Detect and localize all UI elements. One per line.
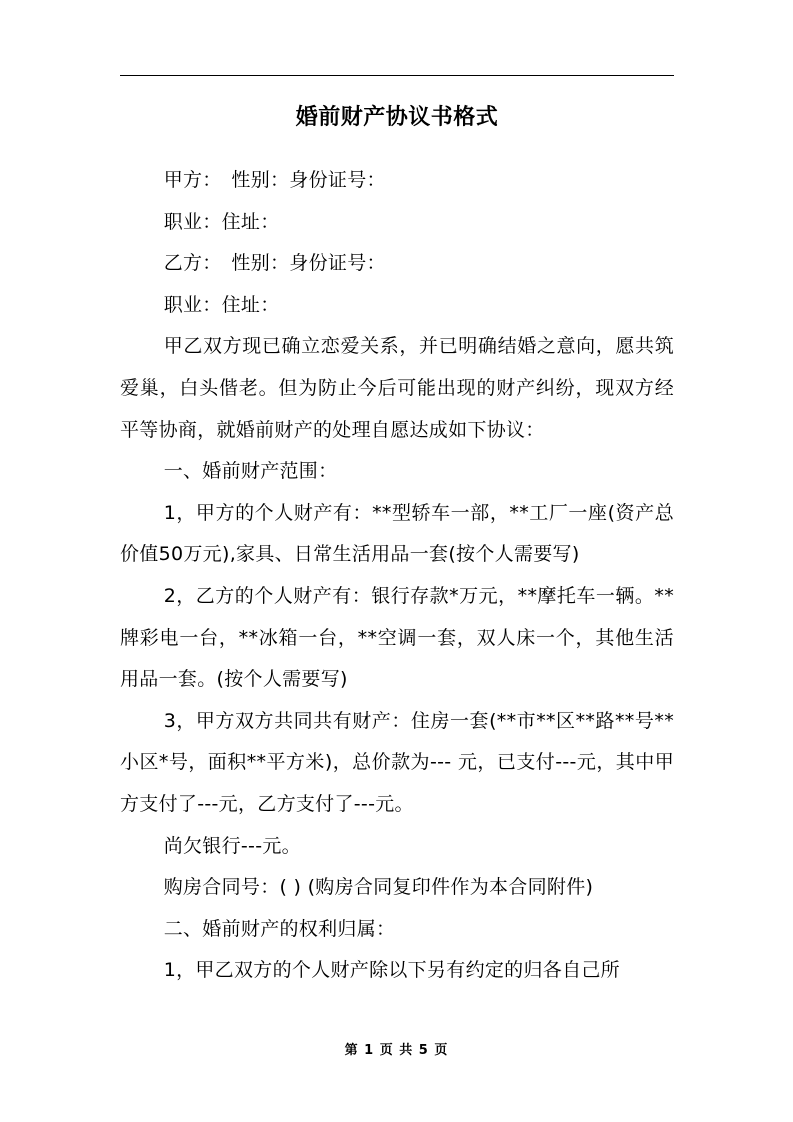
page-number: 第 1 页 共 5 页: [344, 1043, 449, 1058]
document-body: [120, 160, 674, 992]
party-a-occupation-line: 职业：住址：: [163, 210, 280, 233]
clause-joint-property: 3，甲方双方共同共有财产：住房一套(**市**区**路**号**小区*号，面积**平方米)，总价款为--- 元，已支付---元，其中甲方支付了---元，乙方支付了---元。: [120, 709, 674, 815]
bank-debt-line: 尚欠银行---元。: [163, 834, 301, 857]
clause-ownership-1: 1，甲乙双方的个人财产除以下另有约定的归各自己所: [163, 959, 620, 982]
party-b-occupation-line: 职业：住址：: [163, 293, 280, 316]
clause-party-b-property: 2，乙方的个人财产有：银行存款*万元，**摩托车一辆。**牌彩电一台，**冰箱一台，**空调一套，双人床一个，其他生活用品一套。(按个人需要写): [120, 584, 674, 691]
header-rule: [120, 75, 674, 76]
party-a-line: 甲方： 性别：身份证号：: [163, 169, 386, 191]
clause-party-a-property: 1，甲方的个人财产有：**型轿车一部，**工厂一座(资产总价值50万元),家具、日常生活用品一套(按个人需要写): [120, 501, 674, 566]
preamble-paragraph: 甲乙双方现已确立恋爱关系，并已明确结婚之意向，愿共筑爱巢，白头偕老。但为防止今后可能出现的财产纠纷，现双方经平等协商，就婚前财产的处理自愿达成如下协议：: [120, 335, 674, 441]
section-heading-ownership: 二、婚前财产的权利归属：: [163, 917, 396, 940]
party-b-line: 乙方： 性别：身份证号：: [163, 252, 386, 275]
purchase-contract-line: 购房合同号：( ) (购房合同复印件作为本合同附件): [163, 876, 594, 899]
section-heading-scope: 一、婚前财产范围：: [163, 460, 338, 483]
document-title: 婚前财产协议书格式: [295, 105, 499, 130]
